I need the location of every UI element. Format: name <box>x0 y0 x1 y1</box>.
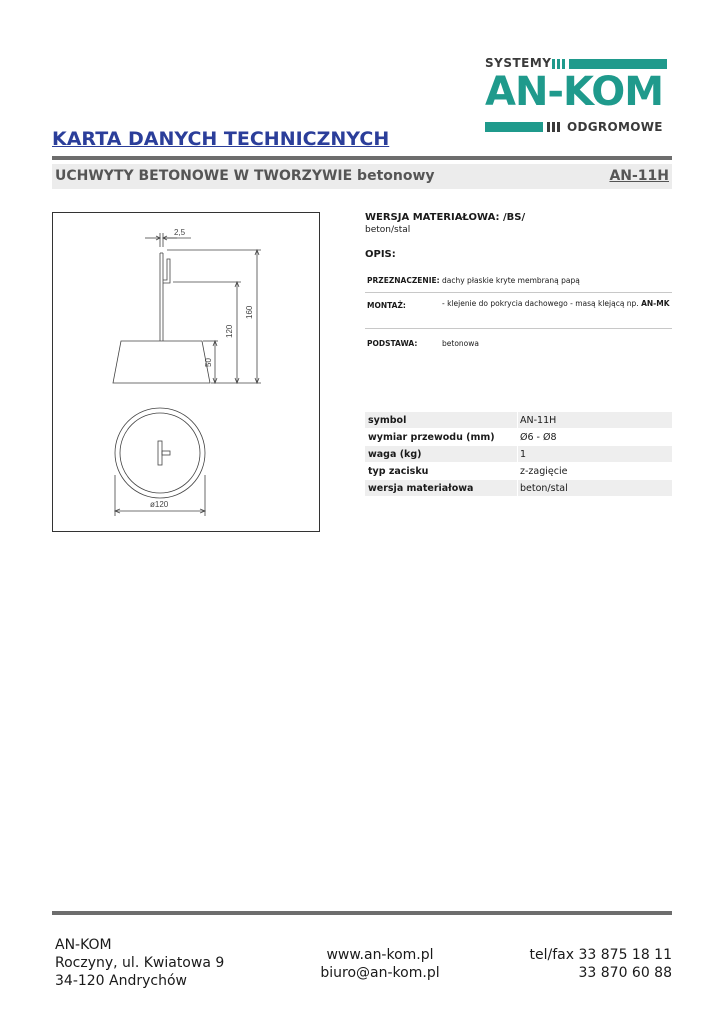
property-divider <box>365 292 672 293</box>
product-name: UCHWYTY BETONOWE W TWORZYWIE betonowy <box>55 168 435 184</box>
property-value: betonowa <box>442 339 479 348</box>
footer-phones <box>365 946 672 982</box>
footer-email-link[interactable]: biuro@an-kom.pl <box>320 965 440 981</box>
spec-value: z-zagięcie <box>520 466 568 477</box>
logo-bars-top <box>552 59 565 69</box>
property-divider <box>365 328 672 329</box>
logo-brand-text: AN-KOM <box>485 69 664 115</box>
logo-odgromowe-text: ODGROMOWE <box>567 120 663 134</box>
version-value: beton/stal <box>365 225 411 235</box>
footer-phone2: 33 870 60 88 <box>578 965 672 981</box>
top-divider <box>52 156 672 160</box>
version-label: WERSJA MATERIAŁOWA: /BS/ <box>365 212 526 223</box>
logo-systemy-text: SYSTEMY <box>485 56 552 70</box>
footer-company: AN-KOM <box>55 937 112 953</box>
spec-key: wersja materiałowa <box>368 483 474 494</box>
dim-label-top: 2,5 <box>174 228 186 237</box>
dim-label-50: 50 <box>204 358 213 367</box>
logo-stripe-top <box>569 59 667 69</box>
drawing-svg <box>53 213 321 533</box>
table-row <box>365 429 672 445</box>
company-logo <box>485 56 667 136</box>
spec-key: symbol <box>368 415 407 426</box>
property-value: - klejenie do pokrycia dachowego - masą klejącą np. AN-MK <box>442 299 670 308</box>
spec-value: Ø6 - Ø8 <box>520 432 557 443</box>
property-key: MONTAŻ: <box>367 301 406 310</box>
footer-address-line2: 34-120 Andrychów <box>55 973 188 989</box>
dim-label-120: 120 <box>225 324 234 338</box>
spec-key: typ zacisku <box>368 466 429 477</box>
table-row <box>365 480 672 496</box>
property-key: PODSTAWA: <box>367 339 418 348</box>
footer-phone1: tel/fax 33 875 18 11 <box>529 947 672 963</box>
opis-label: OPIS: <box>365 249 396 260</box>
dim-label-160: 160 <box>245 305 254 319</box>
product-code: AN-11H <box>609 168 669 184</box>
technical-drawing <box>52 212 320 532</box>
logo-stripe-bottom <box>485 122 543 132</box>
bottom-divider <box>52 911 672 915</box>
spec-value: 1 <box>520 449 527 460</box>
property-key: PRZEZNACZENIE: <box>367 276 440 285</box>
table-row <box>365 446 672 462</box>
footer-address <box>55 936 224 990</box>
spec-key: wymiar przewodu (mm) <box>368 432 495 443</box>
spec-value: AN-11H <box>520 415 557 426</box>
property-value: dachy płaskie kryte membraną papą <box>442 276 580 285</box>
footer-website-link[interactable]: www.an-kom.pl <box>326 947 434 963</box>
logo-bars-bottom <box>547 122 560 132</box>
spec-key: waga (kg) <box>368 449 422 460</box>
table-row <box>365 463 672 479</box>
document-title: KARTA DANYCH TECHNICZNYCH <box>52 128 390 150</box>
spec-value: beton/stal <box>520 483 568 494</box>
product-header <box>52 164 672 189</box>
table-row <box>365 412 672 428</box>
footer-address-line1: Roczyny, ul. Kwiatowa 9 <box>55 955 225 971</box>
dim-label-diameter: ø120 <box>150 500 169 509</box>
